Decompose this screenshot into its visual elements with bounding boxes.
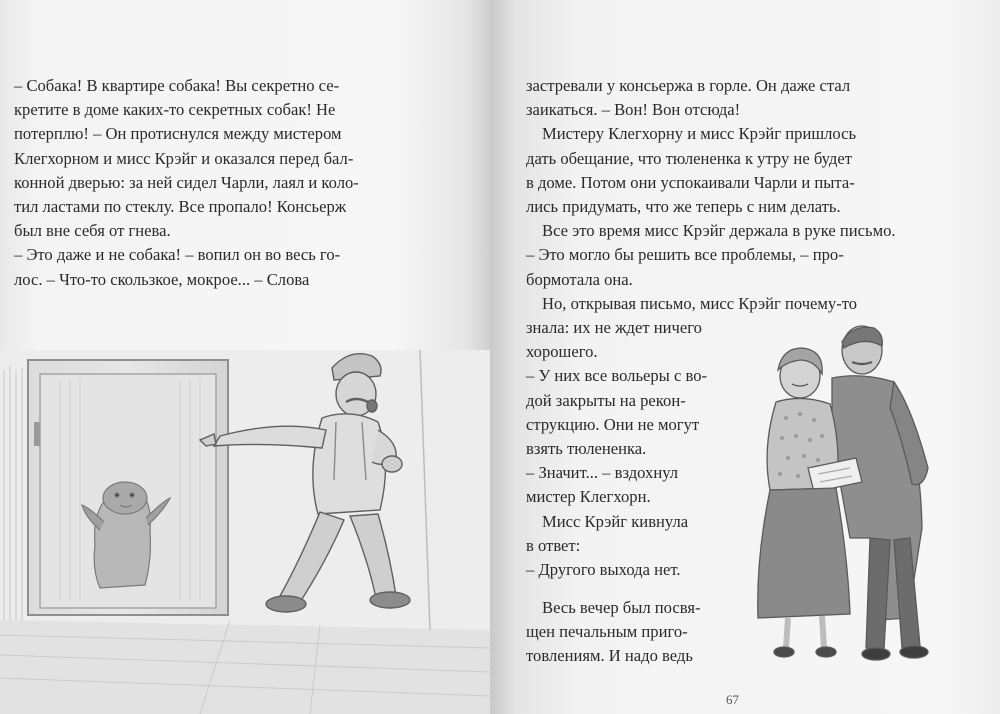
- text-line: Весь вечер был посвя-: [542, 598, 701, 617]
- right-page-narrow-text: [526, 316, 707, 582]
- text-line: Но, открывая письмо, мисс Крэйг почему-то: [542, 293, 858, 313]
- text-line: Мистеру Клегхорну и мисс Крэйг пришлось: [542, 124, 857, 144]
- text-line: дой закрыты на рекон-: [526, 390, 686, 410]
- text-line: в доме. Потом они успокаивали Чарли и пыта-: [526, 172, 855, 192]
- text-line: заикаться. – Вон! Вон отсюда!: [526, 100, 741, 120]
- text-line: лос. – Что-то скользкое, мокрое... – Слова: [14, 269, 310, 289]
- left-page-text: [14, 74, 359, 292]
- text-line: Мисс Крэйг кивнула: [542, 511, 689, 531]
- text-line: бормотала она.: [526, 269, 633, 289]
- text-line: – Это даже и не собака! – вопил он во весь го-: [14, 245, 341, 265]
- text-line: тил ластами по стеклу. Все пропало! Консьерж: [14, 197, 347, 217]
- text-line: взять тюлененка.: [526, 439, 647, 459]
- text-line: хорошего.: [526, 342, 598, 362]
- concierge-and-seal-illustration: [0, 330, 490, 714]
- text-line: мистер Клегхорн.: [526, 487, 651, 507]
- right-page: [490, 0, 1000, 714]
- page-number: 67: [726, 692, 739, 707]
- text-line: – Значит... – вздохнул: [526, 463, 679, 483]
- text-line: – Собака! В квартире собака! Вы секретно се-: [14, 76, 340, 95]
- text-line: Клегхорном и мисс Крэйг и оказался перед бал-: [14, 148, 354, 168]
- right-page-top-text: [526, 74, 896, 316]
- text-line: – Это могло бы решить все проблемы, – про-: [526, 245, 844, 265]
- text-line: в ответ:: [526, 535, 581, 555]
- text-line: знала: их не ждет ничего: [526, 318, 702, 337]
- text-line: кретите в доме каких-то секретных собак! Не: [14, 100, 336, 120]
- text-line: был вне себя от гнева.: [14, 221, 171, 241]
- text-line: струкцию. Они не могут: [526, 414, 700, 434]
- text-line: щен печальным приго-: [526, 622, 688, 642]
- left-page: [0, 0, 490, 714]
- right-page-final-text: [526, 596, 701, 669]
- text-line: – Другого выхода нет.: [526, 560, 681, 580]
- text-line: – У них все вольеры с во-: [526, 366, 708, 386]
- text-line: товлениям. И надо ведь: [526, 646, 693, 666]
- text-line: Все это время мисс Крэйг держала в руке письмо.: [542, 221, 896, 241]
- text-line: потерплю! – Он протиснулся между мистером: [14, 124, 342, 144]
- text-line: дать обещание, что тюлененка к утру не будет: [526, 148, 852, 168]
- text-line: конной дверью: за ней сидел Чарли, лаял и коло-: [14, 172, 359, 192]
- couple-reading-letter-illustration: [752, 318, 997, 688]
- text-line: лись придумать, что же теперь с ним делать.: [526, 197, 841, 217]
- text-line: застревали у консьержа в горле. Он даже стал: [526, 76, 851, 95]
